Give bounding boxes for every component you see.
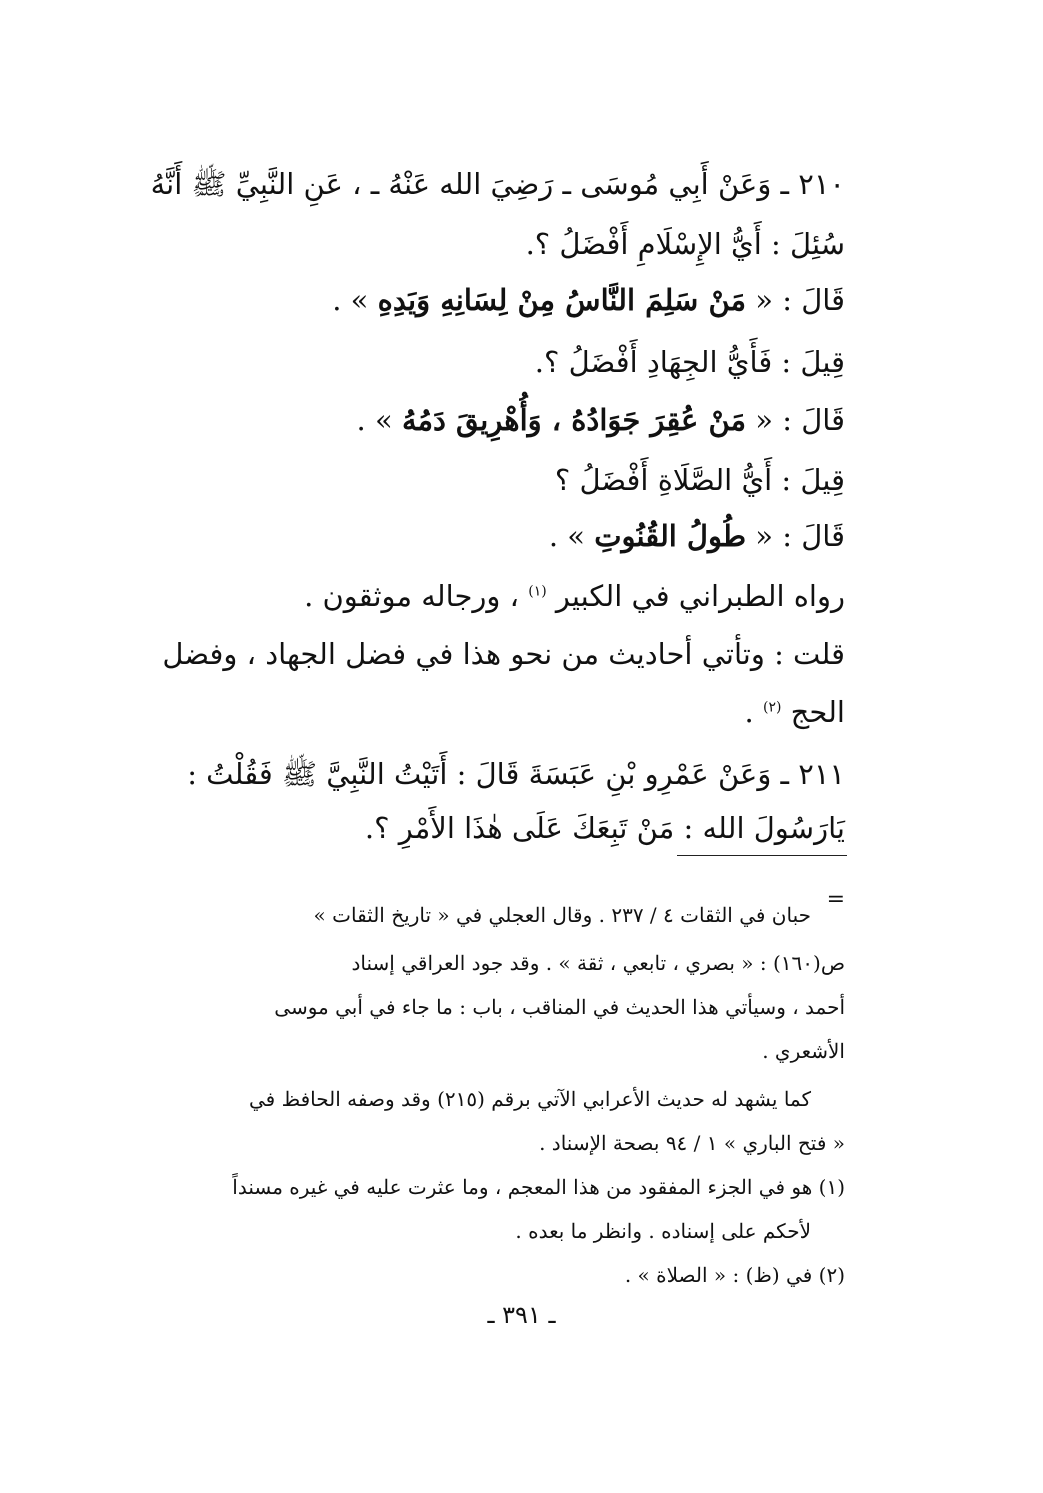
closing-quote: » .	[548, 519, 586, 553]
page-number: ـ ٣٩١ ـ	[487, 1301, 556, 1329]
speaker-label: قِيلَ :	[781, 345, 845, 379]
dialogue-line-5	[549, 514, 845, 558]
footnote-ref-1: (١)	[528, 583, 547, 600]
prophetic-answer: طُولُ القُنُوتِ	[594, 519, 747, 553]
hadith-210-line-1: ٢١٠ ـ وَعَنْ أَبِي مُوسَى ـ رَضِيَ الله عَنْهُ ـ ، عَنِ النَّبِيِّ ﷺ أَنَّهُ	[150, 167, 845, 201]
footnote-continuation-line-3: أحمد ، وسيأتي هذا الحديث في المناقب ، باب : ما جاء في أبي موسى	[274, 995, 845, 1019]
narration-line	[304, 574, 845, 618]
footnote-separator	[677, 855, 847, 856]
footnote-2: (٢) في (ظ) : « الصلاة » .	[624, 1263, 845, 1287]
dialogue-line-3	[357, 398, 845, 442]
footnote-1-line-1: (١) هو في الجزء المفقود من هذا المعجم ، وما عثرت عليه في غيره مسنداً	[232, 1175, 845, 1199]
hadith-211-line-2: يَارَسُولَ الله : مَنْ تَبِعَكَ عَلَى هٰذَا الأَمْرِ ؟.	[364, 811, 845, 845]
footnote-continuation-line-5: كما يشهد له حديث الأعرابي الآتي برقم (٢١٥) وقد وصفه الحافظ في	[249, 1087, 811, 1111]
dialogue-line-4	[555, 458, 845, 502]
footnote-ref-2: (٢)	[762, 699, 782, 716]
hadith-211-line-1: ٢١١ ـ وَعَنْ عَمْرِو بْنِ عَبَسَةَ قَالَ : أَتَيْتُ النَّبِيَّ ﷺ فَقُلْتُ :	[187, 757, 845, 791]
question-text: أَيُّ الصَّلَاةِ أَفْضَلُ ؟	[554, 463, 773, 497]
footnote-continuation-line-2: ص(١٦٠) : « بصري ، تابعي ، ثقة » . وقد جود العراقي إسناد	[351, 951, 845, 975]
footnote-continuation-line-4: الأشعري .	[762, 1039, 845, 1063]
dialogue-line-1	[332, 278, 845, 322]
speaker-label: قَالَ : «	[755, 519, 845, 553]
speaker-label: قَالَ : «	[755, 403, 845, 437]
qult-line-2	[165, 690, 845, 734]
hadith-210-line-2: سُئِلَ : أَيُّ الإِسْلَامِ أَفْضَلُ ؟.	[525, 227, 845, 261]
qult-line-1: قلت : وتأتي أحاديث من نحو هذا في فضل الجهاد ، وفضل	[162, 637, 845, 671]
narration-text: رواه الطبراني في الكبير	[555, 579, 845, 613]
speaker-label: قِيلَ :	[781, 463, 845, 497]
footnote-1-line-2: لأحكم على إسناده . وانظر ما بعده .	[515, 1219, 811, 1243]
footnote-continuation-line-6: « فتح الباري » ١ / ٩٤ بصحة الإسناد .	[539, 1131, 845, 1155]
prophetic-answer: مَنْ عُقِرَ جَوَادُهُ ، وَأُهْرِيقَ دَمُهُ	[401, 403, 747, 437]
question-text: فَأَيُّ الجِهَادِ أَفْضَلُ ؟.	[534, 345, 773, 379]
qult-text: الحج	[790, 695, 845, 729]
closing-quote: » .	[356, 403, 393, 437]
qult-period: .	[744, 695, 754, 729]
dialogue-line-2	[535, 340, 845, 384]
continuation-marker: =	[826, 887, 845, 912]
footnote-continuation-line-1: حبان في الثقات ٤ / ٢٣٧ . وقال العجلي في « تاريخ الثقات »	[313, 903, 811, 927]
prophetic-answer: مَنْ سَلِمَ النَّاسُ مِنْ لِسَانِهِ وَيَدِهِ	[377, 283, 747, 317]
closing-quote: » .	[332, 283, 369, 317]
narration-text-end: ، ورجاله موثقون .	[304, 579, 519, 613]
speaker-label: قَالَ : «	[755, 283, 845, 317]
